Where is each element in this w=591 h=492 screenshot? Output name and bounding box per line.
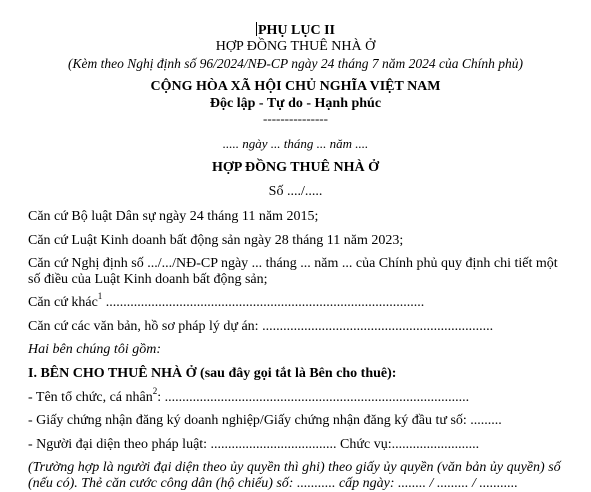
contract-number: Số ..../..... [268, 184, 323, 199]
field-lessor-name: - Tên tổ chức, cá nhân$^2$: ....................................................................................... [28, 386, 470, 405]
field-legal-representative: - Người đại diện theo pháp luật: .................................... Chức vụ:......................... [28, 437, 480, 452]
parties-intro: Hai bên chúng tôi gồm: [28, 342, 161, 357]
appendix-label: PHỤ LỤC II [257, 23, 335, 38]
form-title: HỢP ĐỒNG THUÊ NHÀ Ở [215, 39, 376, 54]
basis-other: Căn cứ khác$^1$ ........................................................................................... [28, 291, 425, 310]
separator: --------------- [263, 111, 328, 126]
attachment-note: (Kèm theo Nghị định số 96/2024/NĐ-CP ngày 24 tháng 7 năm 2024 của Chính phủ) [68, 56, 523, 71]
note-authorized-representative: (Trường hợp là người đại diện theo ủy quyền thì ghi) theo giấy ủy quyền (văn bản ủy quyền) số [28, 460, 561, 475]
date-line: ..... ngày ... tháng ... năm .... [222, 136, 369, 151]
basis-decree: Căn cứ Nghị định số .../.../NĐ-CP ngày ... tháng ... năm ... của Chính phủ quy định chi tiết một [28, 256, 558, 271]
nation-header: CỘNG HÒA XÃ HỘI CHỦ NGHĨA VIỆT NAM [150, 79, 441, 94]
basis-decree-cont: số điều của Luật Kinh doanh bất động sản; [28, 272, 268, 287]
basis-civil-code: Căn cứ Bộ luật Dân sự ngày 24 tháng 11 năm 2015; [28, 209, 319, 224]
contract-title: HỢP ĐỒNG THUÊ NHÀ Ở [212, 160, 379, 175]
text-cursor [256, 22, 257, 36]
field-business-certificate: - Giấy chứng nhận đăng ký doanh nghiệp/Giấy chứng nhận đăng ký đầu tư số: ......... [28, 413, 502, 428]
note-id-card: (nếu có). Thẻ căn cước công dân (hộ chiếu) số: ........... cấp ngày: ........ / ......... / ........... [28, 476, 518, 491]
basis-project-docs: Căn cứ các văn bản, hồ sơ pháp lý dự án: .................................................................. [28, 319, 494, 334]
motto: Độc lập - Tự do - Hạnh phúc [209, 96, 382, 111]
basis-real-estate-law: Căn cứ Luật Kinh doanh bất động sản ngày 28 tháng 11 năm 2023; [28, 233, 404, 248]
footnote-2: 2 [152, 386, 158, 397]
footnote-1: 1 [97, 291, 103, 302]
section-lessor-heading: I. BÊN CHO THUÊ NHÀ Ở (sau đây gọi tắt là Bên cho thuê): [28, 366, 397, 381]
